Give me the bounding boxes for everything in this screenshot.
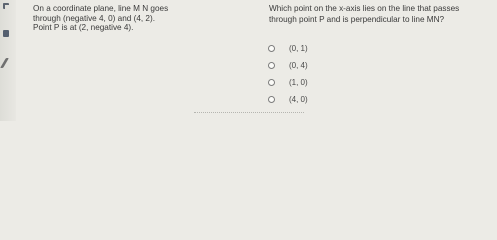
line-icon bbox=[0, 58, 9, 68]
bottom-divider bbox=[194, 112, 304, 113]
answer-options bbox=[268, 40, 308, 108]
radio-button[interactable] bbox=[268, 96, 275, 103]
radio-button[interactable] bbox=[268, 79, 275, 86]
radio-button[interactable] bbox=[268, 62, 275, 69]
prompt-line: Which point on the x-axis lies on the line that passes bbox=[269, 4, 460, 13]
answer-option[interactable] bbox=[268, 40, 308, 57]
answer-prompt bbox=[269, 4, 485, 25]
graph-thumbnail-strip bbox=[0, 0, 16, 121]
option-label: (1, 0) bbox=[289, 78, 308, 87]
grid-icon bbox=[3, 30, 9, 37]
answer-option[interactable] bbox=[268, 91, 308, 108]
prompt-line: through point P and is perpendicular to line MN? bbox=[269, 14, 445, 24]
question-text bbox=[33, 4, 215, 33]
arrow-icon bbox=[3, 3, 9, 9]
radio-button[interactable] bbox=[268, 45, 275, 52]
answer-option[interactable] bbox=[268, 57, 308, 74]
answer-option[interactable] bbox=[268, 74, 308, 91]
question-line: Point P is at (2, negative 4). bbox=[33, 23, 134, 33]
option-label: (0, 4) bbox=[289, 61, 308, 70]
option-label: (0, 1) bbox=[289, 44, 308, 53]
option-label: (4, 0) bbox=[289, 95, 308, 104]
question-line: through (negative 4, 0) and (4, 2). bbox=[33, 13, 155, 23]
question-line: On a coordinate plane, line M N goes bbox=[33, 4, 169, 13]
